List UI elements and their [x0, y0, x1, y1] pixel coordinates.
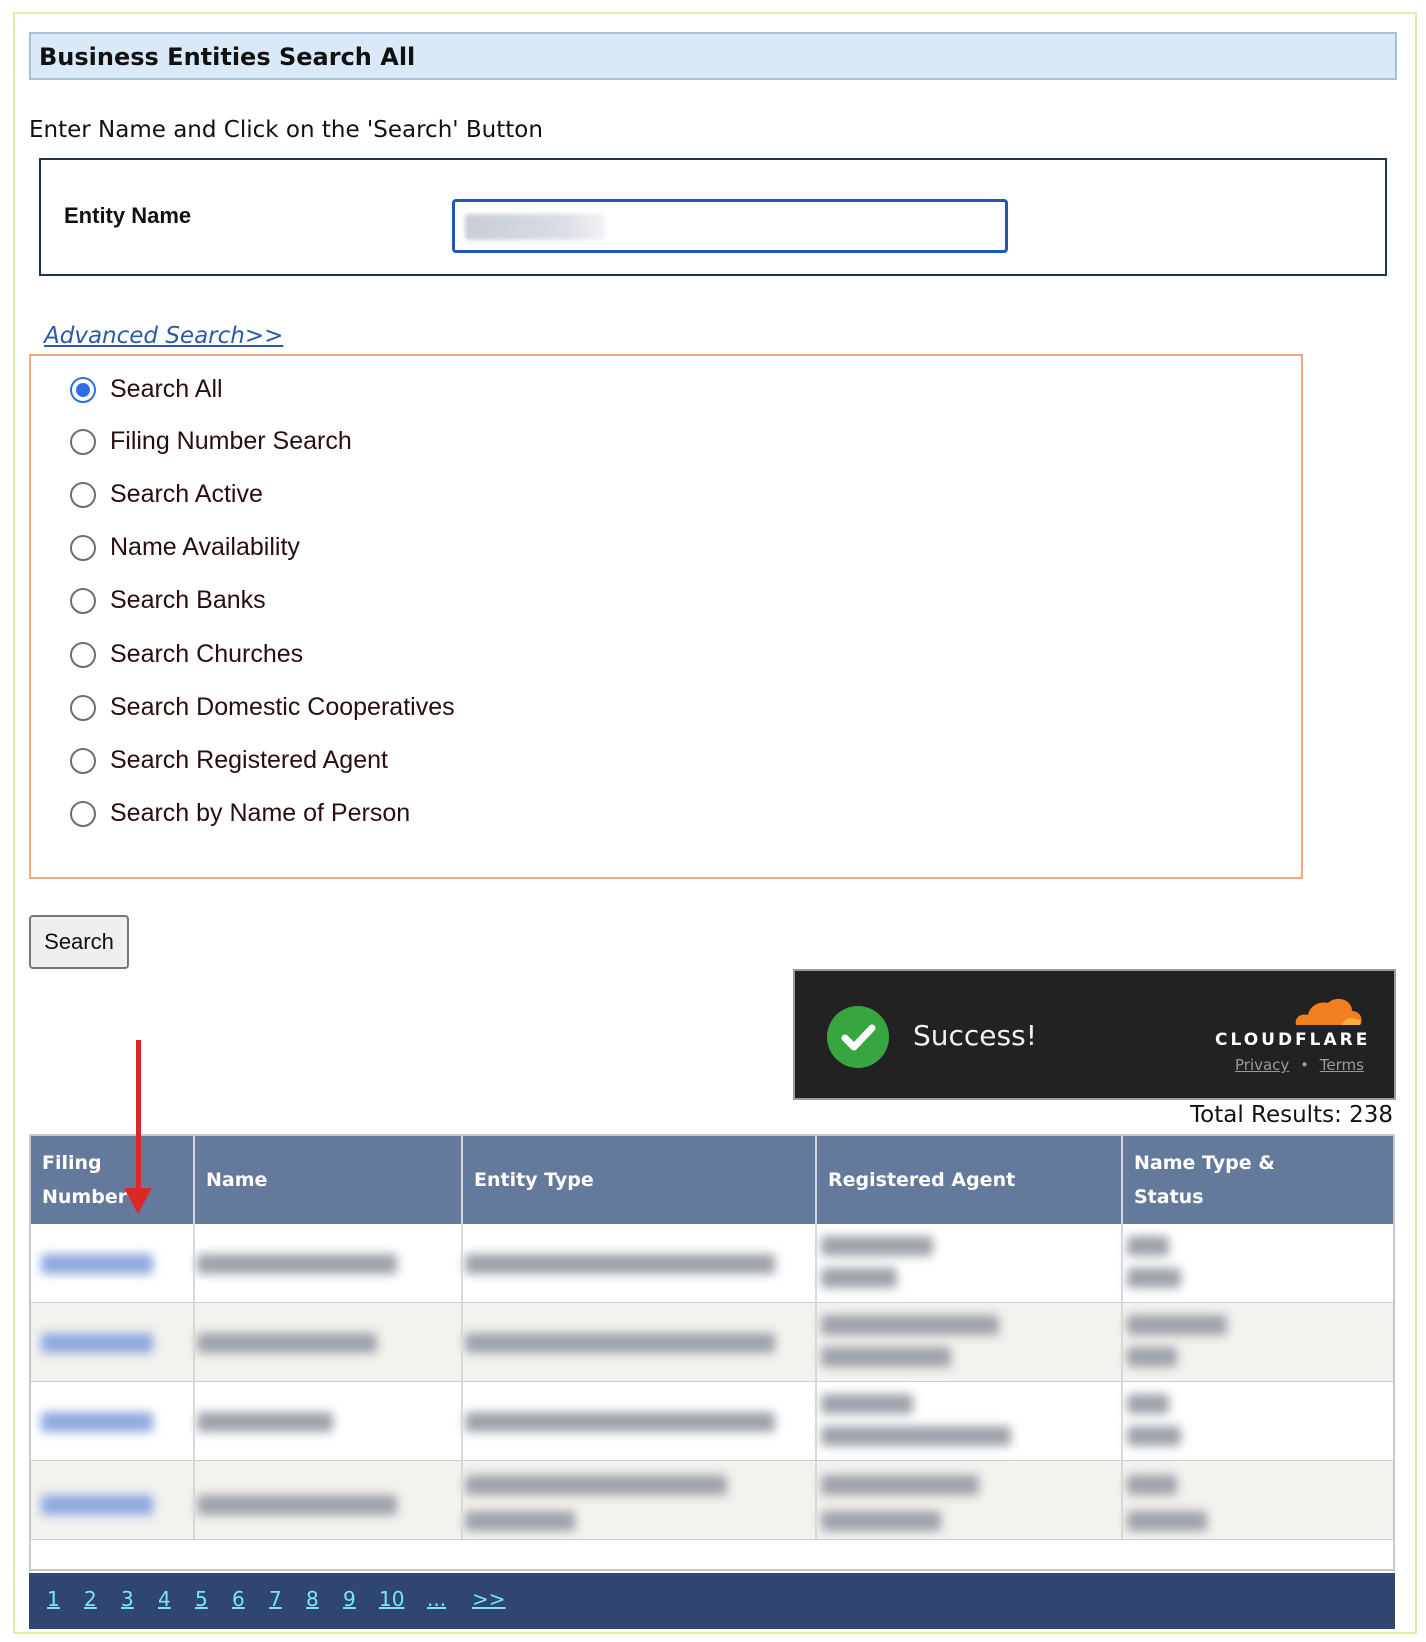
cloudflare-widget: [793, 969, 1396, 1100]
option-label: Search Banks: [110, 586, 266, 614]
privacy-link[interactable]: Privacy: [1235, 1056, 1290, 1074]
column-header: Name Type & Status: [1134, 1152, 1275, 1208]
redacted-cell: [1127, 1315, 1227, 1335]
page-link[interactable]: 6: [232, 1587, 245, 1611]
page-link[interactable]: ...: [427, 1587, 447, 1611]
column-header: Name: [206, 1169, 268, 1191]
page-link[interactable]: 7: [269, 1587, 282, 1611]
cloudflare-cloud-icon: [1292, 993, 1364, 1027]
redacted-cell: [197, 1412, 333, 1432]
radio-button[interactable]: [70, 535, 96, 561]
advanced-search-link[interactable]: Advanced Search>>: [44, 323, 284, 349]
filing-number-link[interactable]: [41, 1254, 153, 1274]
option-label: Filing Number Search: [110, 427, 352, 455]
pagination-bar: [29, 1573, 1395, 1629]
redacted-cell: [1127, 1268, 1181, 1288]
option-label: Search Registered Agent: [110, 746, 388, 774]
redacted-cell: [821, 1394, 913, 1414]
redacted-cell: [465, 1333, 775, 1353]
column-divider: [815, 1224, 817, 1539]
cloudflare-links: [1235, 1056, 1364, 1074]
redacted-cell: [197, 1254, 397, 1274]
terms-link[interactable]: Terms: [1319, 1056, 1364, 1074]
search-option-search-churches[interactable]: [70, 640, 303, 669]
header-divider: [815, 1136, 817, 1224]
column-divider: [193, 1224, 195, 1539]
filing-number-link[interactable]: [41, 1333, 153, 1353]
entity-name-label: Entity Name: [64, 203, 192, 228]
search-option-filing-number-search[interactable]: [70, 427, 352, 456]
page-link[interactable]: 8: [306, 1587, 319, 1611]
radio-button[interactable]: [70, 429, 96, 455]
redacted-cell: [821, 1315, 999, 1335]
redacted-cell: [821, 1268, 897, 1288]
option-label: Search by Name of Person: [110, 799, 411, 827]
redacted-cell: [821, 1511, 941, 1531]
search-button[interactable]: Search: [29, 915, 129, 969]
redacted-cell: [465, 1412, 775, 1432]
search-option-name-availability[interactable]: [70, 533, 300, 562]
redacted-cell: [465, 1511, 575, 1531]
radio-button[interactable]: [70, 642, 96, 668]
annotation-arrow: [136, 1040, 141, 1192]
instruction-text: Enter Name and Click on the 'Search' Button: [29, 117, 543, 143]
redacted-cell: [197, 1495, 397, 1515]
redacted-cell: [821, 1347, 951, 1367]
redacted-cell: [821, 1475, 979, 1495]
column-header: Filing Number: [42, 1152, 128, 1208]
redacted-cell: [465, 1475, 727, 1495]
success-check-icon: [827, 1006, 889, 1068]
search-option-search-banks[interactable]: [70, 586, 266, 615]
radio-button[interactable]: [70, 695, 96, 721]
redacted-input-value: [465, 214, 605, 240]
page-link[interactable]: 1: [47, 1587, 60, 1611]
filing-number-link[interactable]: [41, 1412, 153, 1432]
redacted-cell: [1127, 1511, 1207, 1531]
page-link[interactable]: 4: [158, 1587, 171, 1611]
header-divider: [193, 1136, 195, 1224]
radio-button[interactable]: [70, 588, 96, 614]
row-divider: [31, 1539, 1393, 1540]
table-row: [31, 1303, 1393, 1381]
entity-name-input[interactable]: [452, 199, 1008, 253]
redacted-cell: [1127, 1347, 1177, 1367]
redacted-cell: [821, 1426, 1011, 1446]
header-divider: [1121, 1136, 1123, 1224]
option-label: Search All: [110, 375, 223, 403]
option-label: Name Availability: [110, 533, 300, 561]
radio-button[interactable]: [70, 377, 96, 403]
column-header: Entity Type: [474, 1169, 594, 1191]
table-row: [31, 1461, 1393, 1539]
total-results: Total Results: 238: [1190, 1102, 1394, 1128]
redacted-cell: [1127, 1394, 1169, 1414]
page-link[interactable]: 10: [379, 1587, 405, 1611]
page-link[interactable]: 2: [84, 1587, 97, 1611]
table-row: [31, 1382, 1393, 1460]
page-title: Business Entities Search All: [29, 32, 1397, 80]
results-table: [29, 1134, 1395, 1571]
column-header: Registered Agent: [828, 1169, 1016, 1191]
option-label: Search Active: [110, 480, 263, 508]
redacted-cell: [197, 1333, 377, 1353]
search-option-search-domestic-cooperatives[interactable]: [70, 693, 455, 722]
results-table-header: [31, 1136, 1393, 1224]
page-link[interactable]: 3: [121, 1587, 134, 1611]
table-row: [31, 1224, 1393, 1302]
redacted-cell: [465, 1254, 775, 1274]
annotation-arrow-head: [124, 1188, 152, 1214]
redacted-cell: [1127, 1426, 1181, 1446]
column-divider: [1121, 1224, 1123, 1539]
redacted-cell: [1127, 1475, 1177, 1495]
page-link[interactable]: 5: [195, 1587, 208, 1611]
redacted-cell: [1127, 1236, 1169, 1256]
redacted-cell: [821, 1236, 933, 1256]
radio-button[interactable]: [70, 482, 96, 508]
page-link[interactable]: 9: [343, 1587, 356, 1611]
header-divider: [461, 1136, 463, 1224]
search-option-search-by-name-of-person[interactable]: [70, 799, 410, 828]
option-label: Search Domestic Cooperatives: [110, 693, 455, 721]
search-option-search-registered-agent[interactable]: [70, 746, 388, 775]
filing-number-link[interactable]: [41, 1495, 153, 1515]
search-option-search-all[interactable]: [70, 375, 223, 404]
column-divider: [461, 1224, 463, 1539]
cloudflare-logo-text: CLOUDFLARE: [1215, 1030, 1371, 1050]
search-option-search-active[interactable]: [70, 480, 263, 509]
link-separator: •: [1300, 1056, 1309, 1074]
cloudflare-status: Success!: [913, 1019, 1037, 1052]
radio-button[interactable]: [70, 801, 96, 827]
radio-button[interactable]: [70, 748, 96, 774]
page-link[interactable]: >>: [472, 1587, 506, 1611]
option-label: Search Churches: [110, 640, 304, 668]
